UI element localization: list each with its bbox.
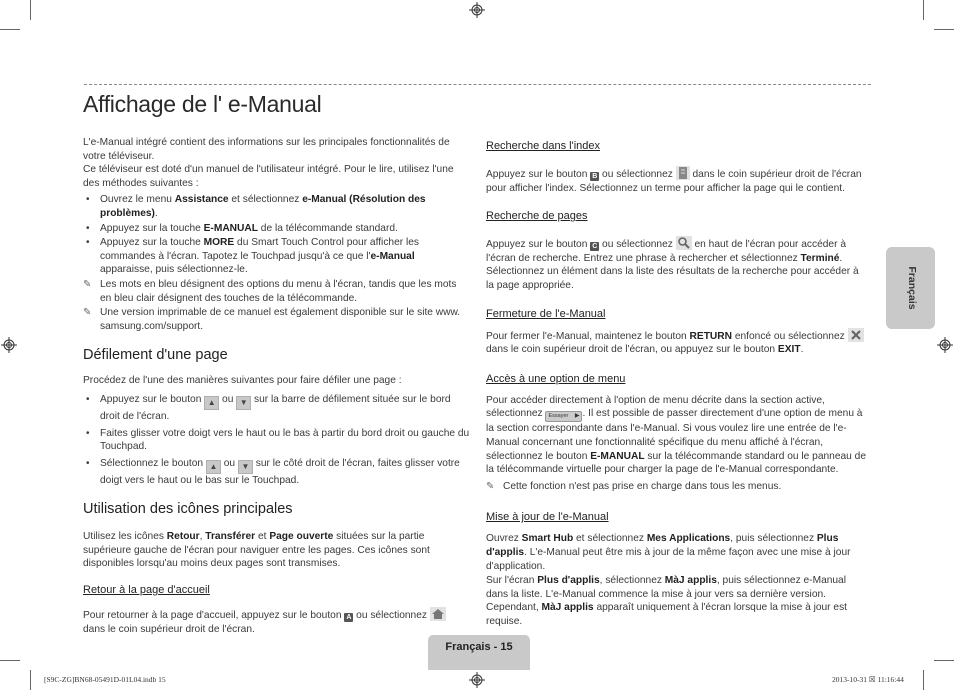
registration-mark-icon (469, 672, 485, 688)
section-intro: Procédez de l'une des manières suivantes pour faire défiler une page : (83, 375, 402, 387)
home-icon (430, 607, 446, 621)
intro-paragraph: Ce téléviseur est doté d'un manuel de l'utilisateur intégré. Pour le lire, utilisez l'une des méthodes suivantes : (83, 164, 454, 189)
pencil-icon: ✎ (83, 307, 92, 319)
section-heading: Défilement d'une page (83, 347, 228, 364)
list-item: • Ouvrez le menu Assistance et sélectionnez e-Manual (Résolution des problèmes). (83, 193, 470, 220)
section-paragraph: Ouvrez Smart Hub et sélectionnez Mes Applications, puis sélectionnez Plus d'applis. L'e-Manual peut être mis à jour de la même façon avec une mise à jour d'application. (486, 533, 851, 572)
section-paragraph: Appuyez sur le bouton C ou sélectionnez en haut de l'écran pour accéder à l'écran de recherche. Entrez une phrase à rechercher et sélectionnez Terminé. Sélectionnez un élément dans la liste des résultats de la recherche pour accéder à la page appropriée. (486, 236, 866, 292)
intro-paragraph: L'e-Manual intégré contient des informations sur les principales fonctionnalités de votre téléviseur. (83, 137, 450, 162)
print-footer-right: 2013-10-31 ☒ 11:16:44 (832, 675, 904, 684)
subsection-heading: Recherche de pages (486, 210, 588, 223)
list-item: • Appuyez sur la touche MORE du Smart Touch Control pour afficher les commandes à l'écran. Tapotez le Touchpad jusqu'à ce que l'e-Manual apparaisse, puis sélectionnez-le. (83, 236, 470, 277)
subsection-heading: Accès à une option de menu (486, 372, 626, 385)
header-divider (84, 84, 871, 85)
section-paragraph: Appuyez sur le bouton B ou sélectionnez dans le coin supérieur droit de l'écran pour afficher l'index. Sélectionnez un terme pour afficher la page qui le contient. (486, 166, 866, 195)
scroll-up-icon: ▲ (206, 460, 221, 474)
crop-mark (934, 29, 954, 30)
list-item: • Appuyez sur la touche E-MANUAL de la télécommande standard. (83, 222, 470, 236)
crop-mark (934, 660, 954, 661)
note: ✎ Cette fonction n'est pas prise en charge dans tous les menus. (486, 480, 782, 492)
crop-mark (30, 0, 31, 20)
section-paragraph: Sur l'écran Plus d'applis, sélectionnez MàJ applis, puis sélectionnez e-Manual dans la liste. L'e-Manual commence la mise à jour vers sa dernière version. Cependant, MàJ applis apparaît uniquement à l'écran lorsque la mise à jour est requise. (486, 575, 847, 627)
section-paragraph: Pour accéder directement à l'option de menu décrite dans la section active, sélectionnez Essayer ▶ . Il est possible de passer directement d'une option de menu à la section correspondante dans l'e-Manual. Si vous voulez lire une entrée de l'e-Manual concernant une fonctionnalité spécifique du menu affiché à l'écran, sélectionnez le bouton E-MANUAL sur la télécommande standard ou le panneau de la télécommande virtuelle pour charger la page de l'e-Manual correspondante. (486, 394, 866, 476)
list-item: • Sélectionnez le bouton ▲ ou ▼ sur le côté droit de l'écran, faites glisser votre doigt vers le haut ou le bas sur le Touchpad. (83, 457, 470, 488)
close-icon (848, 328, 864, 342)
scroll-down-icon: ▼ (236, 396, 251, 410)
key-c-icon: C (592, 243, 598, 251)
right-column (486, 139, 866, 628)
section-paragraph: Pour retourner à la page d'accueil, appuyez sur le bouton A ou sélectionnez dans le coin supérieur droit de l'écran. (83, 607, 470, 636)
page-number-label: Français - 15 (428, 635, 530, 670)
registration-mark-icon (469, 2, 485, 18)
crop-mark (923, 0, 924, 20)
search-icon (676, 236, 692, 250)
list-item: • Appuyez sur le bouton ▲ ou ▼ sur la barre de défilement située sur le bord droit de l'écran. (83, 393, 470, 424)
page-title: Affichage de l' e-Manual (83, 91, 322, 117)
section-paragraph: Pour fermer l'e-Manual, maintenez le bouton RETURN enfoncé ou sélectionnez dans le coin supérieur droit de l'écran, ou appuyez sur le bouton EXIT. (486, 328, 866, 357)
crop-mark (0, 29, 20, 30)
section-heading: Utilisation des icônes principales (83, 501, 293, 518)
index-icon (676, 166, 690, 180)
subsection-heading: Mise à jour de l'e-Manual (486, 511, 609, 524)
subsection-heading: Recherche dans l'index (486, 140, 601, 152)
note: ✎ Une version imprimable de ce manuel est également disponible sur le site www. samsung.com/support. (83, 307, 461, 332)
method-list (83, 193, 470, 277)
scroll-up-icon: ▲ (204, 396, 219, 410)
try-button-icon: Essayer ▶ (545, 411, 582, 422)
note: ✎ Les mots en bleu désignent des options du menu à l'écran, tandis que les mots en bleu clair désignent des touches de la télécommande. (83, 278, 457, 304)
pencil-icon: ✎ (486, 480, 495, 492)
subsection-heading: Fermeture de l'e-Manual (486, 307, 606, 320)
scroll-list (83, 393, 470, 487)
registration-mark-icon (1, 337, 17, 353)
scroll-down-icon: ▼ (238, 460, 253, 474)
language-side-tab: Français (886, 247, 935, 329)
key-b-icon: B (592, 173, 598, 180)
registration-mark-icon (937, 337, 953, 353)
left-column (83, 136, 470, 636)
section-paragraph: Utilisez les icônes Retour, Transférer et Page ouverte situées sur la partie supérieure gauche de l'écran pour naviguer entre les pages. Ces icônes sont disponibles lorsqu'au moins deux pages sont transmises. (83, 531, 430, 570)
crop-mark (923, 670, 924, 690)
crop-mark (0, 660, 20, 661)
print-footer-left: [S9C-ZG]BN68-05491D-01L04.indb 15 (44, 675, 166, 684)
subsection-heading: Retour à la page d'accueil (83, 584, 210, 597)
pencil-icon: ✎ (83, 278, 92, 290)
list-item: • Faites glisser votre doigt vers le haut ou le bas à partir du bord droit ou gauche du Touchpad. (83, 427, 470, 454)
key-a-icon: A (346, 614, 352, 622)
crop-mark (30, 670, 31, 690)
